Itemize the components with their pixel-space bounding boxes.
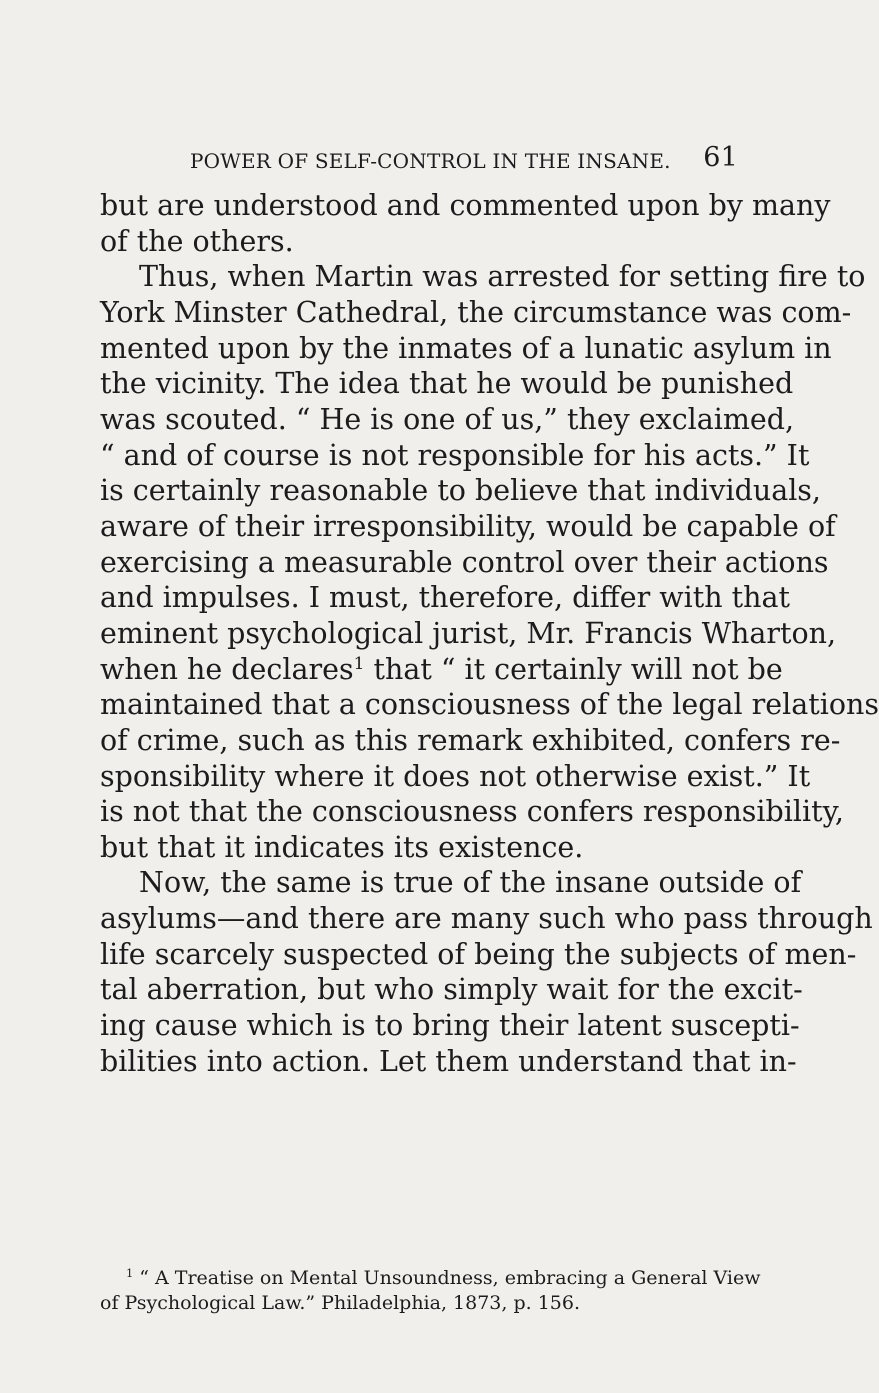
- text-line: Now, the same is true of the insane outside of: [139, 866, 802, 900]
- text-line: exercising a measurable control over their actions: [100, 545, 829, 579]
- text-line: asylums—and there are many such who pass through: [100, 902, 873, 936]
- text-line: was scouted. “ He is one of us,” they exclaimed,: [100, 402, 795, 436]
- text-line: York Minster Cathedral, the circumstance was com-: [100, 295, 852, 329]
- footnote-marker: 1: [353, 653, 365, 674]
- text-line: [100, 652, 783, 688]
- footnote: [100, 1266, 761, 1316]
- text-line: the vicinity. The idea that he would be punished: [100, 367, 794, 401]
- running-title: POWER OF SELF-CONTROL IN THE INSANE.: [190, 149, 671, 173]
- text-line: eminent psychological jurist, Mr. Francis Wharton,: [100, 616, 837, 650]
- text-line: but are understood and commented upon by many: [100, 189, 831, 222]
- text-line: but that it indicates its existence.: [100, 830, 584, 864]
- footnote-line: [100, 1266, 761, 1291]
- text-line: of crime, such as this remark exhibited, confers re-: [100, 723, 841, 757]
- text-line: is not that the consciousness confers responsibility,: [100, 795, 844, 829]
- text-line: Thus, when Martin was arrested for setting fire to: [139, 260, 866, 294]
- text-line: maintained that a consciousness of the legal relations: [100, 688, 879, 722]
- text-line: life scarcely suspected of being the subjects of men-: [100, 937, 857, 971]
- text-line: is certainly reasonable to believe that individuals,: [100, 474, 821, 508]
- footnote-line: of Psychological Law.” Philadelphia, 1873, p. 156.: [100, 1292, 581, 1314]
- text-segment: when he declares: [100, 652, 354, 686]
- text-line: bilities into action. Let them understand that in-: [100, 1044, 797, 1078]
- text-line: aware of their irresponsibility, would be capable of: [100, 509, 836, 543]
- text-line: sponsibility where it does not otherwise exist.” It: [100, 759, 811, 793]
- text-line: of the others.: [100, 224, 294, 258]
- text-line: mented upon by the inmates of a lunatic asylum in: [100, 331, 832, 365]
- text-line: tal aberration, but who simply wait for the excit-: [100, 973, 803, 1007]
- page-number: 61: [703, 142, 738, 173]
- text-line: ing cause which is to bring their latent suscepti-: [100, 1009, 800, 1043]
- text-line: “ and of course is not responsible for his acts.” It: [100, 438, 810, 472]
- footnote-number: 1: [126, 1266, 134, 1281]
- text-line: and impulses. I must, therefore, differ with that: [100, 581, 790, 615]
- footnote-text: “ A Treatise on Mental Unsoundness, embracing a General View: [133, 1267, 761, 1289]
- body-text: [100, 188, 879, 1079]
- text-segment: that “ it certainly will not be: [364, 652, 783, 686]
